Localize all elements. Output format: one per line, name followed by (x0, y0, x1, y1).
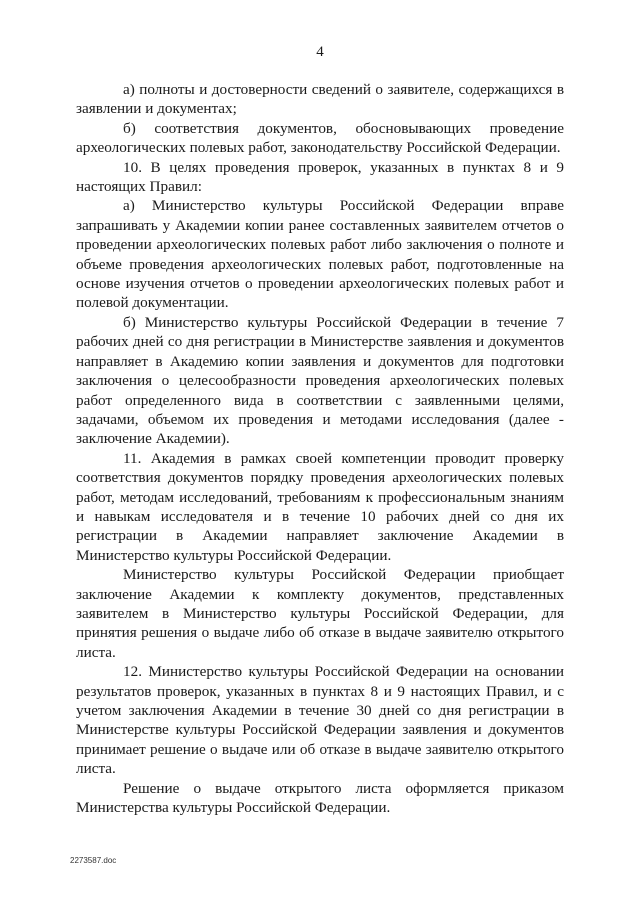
paragraph-10: 10. В целях проведения проверок, указанных в пунктах 8 и 9 настоящих Правил: (76, 158, 564, 196)
paragraph-10b: б) Министерство культуры Российской Федерации в течение 7 рабочих дней со дня регистрации в Министерстве заявления и документов направляет в Академию копии заявления и документов для подготовки заключения о целесообразности проведения археологических полевых работ определенного вида в соответствии с заявленными целями, задачами, объемом их проведения и методами исследования (далее - заключение Академии). (76, 313, 564, 448)
footer-file-code: 2273587.doc (70, 856, 117, 865)
paragraph-b-compliance: б) соответствия документов, обосновывающих проведение археологических полевых работ, законодательству Российской Федерации. (76, 119, 564, 157)
paragraph-12: 12. Министерство культуры Российской Федерации на основании результатов проверок, указанных в пунктах 8 и 9 настоящих Правил, и с учетом заключения Академии в течение 30 дней со дня регистрации в Министерстве культуры Российской Федерации заявления и документов принимает решение о выдаче или об отказе в выдаче заявителю открытого листа. (76, 663, 564, 778)
document-body (76, 80, 564, 817)
paragraph-10a: а) Министерство культуры Российской Федерации вправе запрашивать у Академии копии ранее составленных заявителем отчетов о проведении археологических полевых работ либо заключения о полноте и объеме проведения археологических полевых работ, подготовленные на основе изучения отчетов о проведении археологических полевых работ и полевой документации. (76, 197, 564, 312)
paragraph-12-decision: Решение о выдаче открытого листа оформляется приказом Министерства культуры Российской Федерации. (76, 779, 564, 817)
paragraph-11: 11. Академия в рамках своей компетенции проводит проверку соответствия документов порядку проведения археологических полевых работ, методам исследований, требованиям к профессиональным знаниям и навыкам исследователя и в течение 10 рабочих дней со дня их регистрации в Академии направляет заключение Академии в Министерство культуры Российской Федерации. (76, 449, 564, 564)
paragraph-11-ministry: Министерство культуры Российской Федерации приобщает заключение Академии к комплекту документов, представленных заявителем в Министерство культуры Российской Федерации, для принятия решения о выдаче либо об отказе в выдаче заявителю открытого листа. (76, 566, 564, 661)
page-number: 4 (316, 44, 324, 60)
paragraph-a-completeness: а) полноты и достоверности сведений о заявителе, содержащихся в заявлении и документах; (76, 81, 564, 118)
